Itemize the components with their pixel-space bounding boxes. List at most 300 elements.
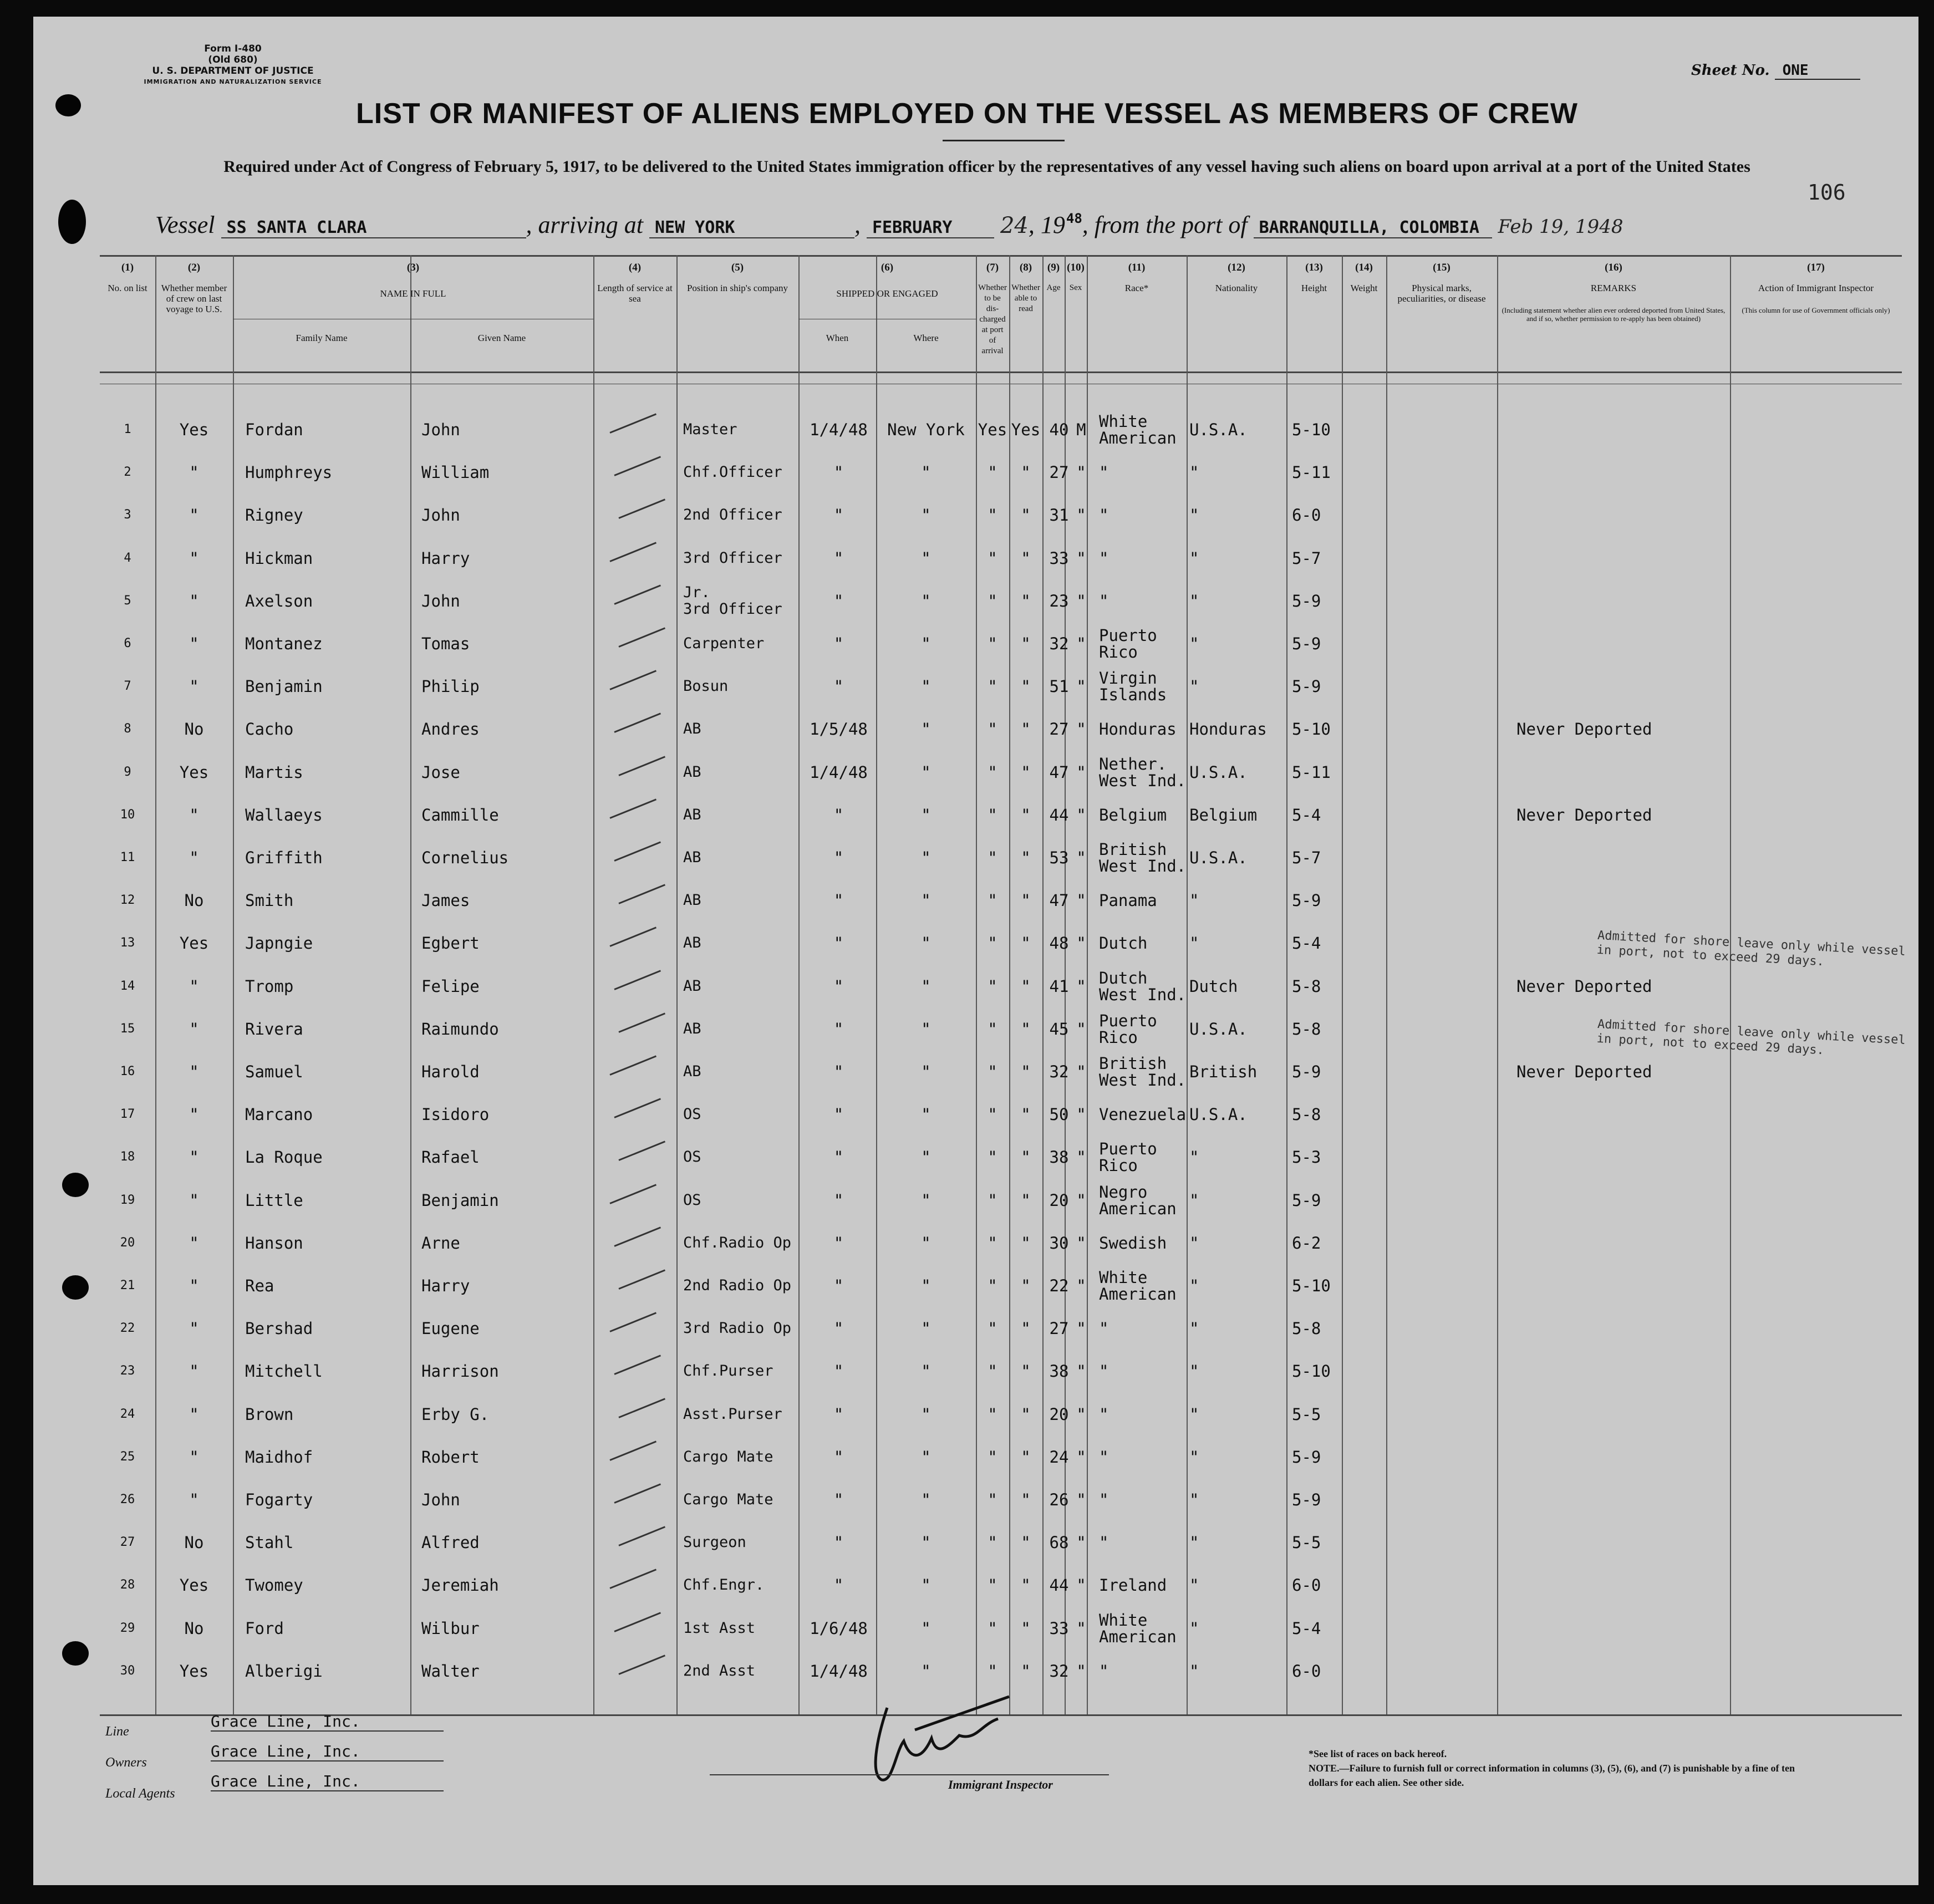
cell-where: "	[921, 591, 931, 610]
header-discharged-number: (7)	[986, 262, 999, 273]
cell-sex: "	[1076, 1148, 1086, 1167]
cell-height: 5-8	[1292, 976, 1321, 996]
cell-dis: "	[988, 1148, 997, 1167]
cell-given: Jeremiah	[421, 1576, 499, 1595]
cell-read: Yes	[1011, 420, 1041, 439]
cell-when: "	[833, 506, 844, 525]
cell-given: John	[421, 591, 460, 610]
cell-height: 5-7	[1292, 848, 1321, 867]
cell-position: AB	[683, 849, 701, 866]
cell-where: "	[921, 1190, 931, 1210]
length-checkmark	[609, 1184, 656, 1204]
cell-member: "	[189, 463, 199, 482]
cell-given: John	[421, 420, 460, 439]
vessel-line: Vessel SS SANTA CLARA , arriving at NEW YORK , FEBRUARY 24, 1948, from the port of BARRANQUILLA, COLOMBIA Feb 19, 1948	[155, 211, 1623, 238]
header-height: Height	[1301, 283, 1327, 293]
cell-nat: "	[1189, 591, 1199, 610]
cell-sex: "	[1076, 934, 1086, 953]
cell-where: "	[921, 720, 931, 739]
cell-read: "	[1021, 1618, 1031, 1638]
header-length: Length of service at sea	[597, 283, 673, 304]
cell-family: Rivera	[245, 1019, 303, 1038]
cell-dis: "	[988, 1190, 997, 1210]
cell-nat: "	[1189, 548, 1199, 568]
length-checkmark	[609, 413, 656, 433]
cell-family: Tromp	[245, 976, 294, 996]
cell-dis: "	[988, 591, 997, 610]
cell-age: 31	[1049, 506, 1069, 525]
cell-dis: "	[988, 891, 997, 910]
cell-no: 8	[124, 722, 131, 736]
cell-dis: "	[988, 1533, 997, 1552]
cell-given: Tomas	[421, 634, 470, 653]
cell-nat: "	[1189, 1533, 1199, 1552]
cell-nat: "	[1189, 1362, 1199, 1381]
cell-when: "	[833, 463, 844, 482]
cell-when: "	[833, 548, 844, 568]
column-divider	[676, 255, 678, 1714]
races-note: *See list of races on back hereof.	[1309, 1748, 1447, 1759]
cell-no: 23	[120, 1364, 135, 1378]
cell-nat: British	[1189, 1062, 1258, 1081]
cell-height: 5-10	[1292, 1362, 1331, 1381]
cell-read: "	[1021, 1490, 1031, 1509]
cell-when: "	[833, 891, 844, 910]
cell-race: Dutch West Ind.	[1099, 968, 1187, 1004]
cell-family: Alberigi	[245, 1661, 323, 1681]
column-divider	[1286, 255, 1287, 1714]
cell-height: 5-4	[1292, 805, 1321, 824]
cell-given: Alfred	[421, 1533, 480, 1552]
cell-sex: "	[1076, 1661, 1086, 1681]
cell-given: John	[421, 506, 460, 525]
length-checkmark	[614, 970, 661, 990]
cell-height: 5-9	[1292, 1062, 1321, 1081]
cell-position: Master	[683, 421, 737, 438]
cell-sex: "	[1076, 1404, 1086, 1424]
length-checkmark	[614, 1098, 661, 1118]
cell-no: 2	[124, 465, 131, 480]
form-number: Form I-480	[204, 43, 262, 54]
cell-no: 4	[124, 551, 131, 565]
length-checkmark	[609, 798, 656, 818]
cell-read: "	[1021, 1062, 1031, 1081]
cell-height: 5-7	[1292, 548, 1321, 568]
cell-dis: "	[988, 463, 997, 482]
cell-age: 32	[1049, 634, 1069, 653]
cell-no: 14	[120, 979, 135, 993]
cell-family: Stahl	[245, 1533, 294, 1552]
cell-sex: "	[1076, 1533, 1086, 1552]
cell-age: 68	[1049, 1533, 1069, 1552]
cell-given: Harrison	[421, 1362, 499, 1381]
agents-label: Local Agents	[105, 1786, 175, 1801]
admitted-stamp-1: Admitted for shore leave only while vessel in port, not to exceed 29 days.	[1596, 928, 1906, 969]
cell-where: "	[921, 1447, 931, 1467]
cell-where: "	[921, 1618, 931, 1638]
cell-member: Yes	[179, 762, 209, 782]
cell-age: 33	[1049, 548, 1069, 568]
cell-read: "	[1021, 1447, 1031, 1467]
length-checkmark	[614, 584, 661, 604]
cell-race: Ireland	[1099, 1576, 1167, 1595]
cell-sex: "	[1076, 506, 1086, 525]
cell-member: "	[189, 1276, 199, 1295]
cell-no: 28	[120, 1578, 135, 1592]
column-divider	[798, 255, 800, 1714]
cell-when: "	[833, 976, 844, 996]
cell-nat: "	[1189, 1319, 1199, 1338]
cell-sex: "	[1076, 1019, 1086, 1038]
cell-dis: "	[988, 805, 997, 824]
cell-age: 41	[1049, 976, 1069, 996]
cell-race: "	[1099, 548, 1109, 568]
length-checkmark	[618, 756, 665, 776]
cell-member: Yes	[179, 420, 209, 439]
cell-height: 5-4	[1292, 1618, 1321, 1638]
header-shipped: SHIPPED OR ENGAGED	[836, 288, 938, 299]
cell-position: 2nd Radio Op	[683, 1277, 792, 1294]
cell-race: White American	[1099, 1268, 1177, 1304]
cell-dis: "	[988, 1490, 997, 1509]
cell-read: "	[1021, 677, 1031, 696]
cell-age: 51	[1049, 677, 1069, 696]
cell-member: "	[189, 848, 199, 867]
cell-dis: "	[988, 720, 997, 739]
cell-member: No	[184, 720, 204, 739]
cell-height: 5-9	[1292, 1447, 1321, 1467]
cell-where: "	[921, 805, 931, 824]
cell-position: AB	[683, 892, 701, 909]
cell-nat: "	[1189, 1233, 1199, 1253]
cell-where: "	[921, 1276, 931, 1295]
cell-member: "	[189, 1362, 199, 1381]
cell-position: 2nd Officer	[683, 506, 782, 524]
cell-read: "	[1021, 1404, 1031, 1424]
cell-position: AB	[683, 1063, 701, 1080]
table-rule	[100, 371, 1902, 373]
length-checkmark	[614, 1355, 661, 1375]
cell-height: 5-3	[1292, 1148, 1321, 1167]
cell-when: "	[833, 1276, 844, 1295]
cell-no: 3	[124, 508, 131, 522]
cell-nat: "	[1189, 1276, 1199, 1295]
cell-member: "	[189, 1062, 199, 1081]
cell-age: 32	[1049, 1062, 1069, 1081]
cell-member: Yes	[179, 1576, 209, 1595]
header-read-number: (8)	[1019, 262, 1032, 273]
line-label: Line	[105, 1724, 129, 1739]
column-divider	[410, 255, 411, 1714]
cell-family: Griffith	[245, 848, 323, 867]
cell-when: "	[833, 677, 844, 696]
cell-read: "	[1021, 463, 1031, 482]
arrival-day: 24	[1000, 213, 1029, 238]
cell-race: "	[1099, 1661, 1109, 1681]
cell-race: Panama	[1099, 891, 1157, 910]
header-remarks-note: (Including statement whether alien ever ordered deported from United States, and if so, whether permission to re-apply has been obtained)	[1502, 306, 1726, 323]
cell-where: "	[921, 1019, 931, 1038]
cell-given: Benjamin	[421, 1190, 499, 1210]
cell-when: "	[833, 848, 844, 867]
cell-read: "	[1021, 1661, 1031, 1681]
cell-remarks: Never Deported	[1516, 976, 1652, 996]
cell-given: William	[421, 463, 490, 482]
cell-sex: "	[1076, 848, 1086, 867]
cell-nat: "	[1189, 463, 1199, 482]
inspector-label: Immigrant Inspector	[948, 1778, 1053, 1791]
year-suffix: 48	[1066, 211, 1082, 226]
cell-race: "	[1099, 1404, 1109, 1424]
cell-when: 1/5/48	[810, 720, 868, 739]
cell-read: "	[1021, 548, 1031, 568]
header-read: Whether able to read	[1011, 283, 1040, 313]
cell-no: 21	[120, 1279, 135, 1292]
cell-no: 1	[124, 422, 131, 436]
cell-race: Dutch	[1099, 934, 1148, 953]
cell-family: Wallaeys	[245, 805, 323, 824]
cell-nat: "	[1189, 1490, 1199, 1509]
cell-race: Negro American	[1099, 1182, 1177, 1218]
cell-age: 23	[1049, 591, 1069, 610]
cell-family: Smith	[245, 891, 294, 910]
cell-no: 24	[120, 1407, 135, 1421]
cell-when: 1/4/48	[810, 762, 868, 782]
cell-read: "	[1021, 976, 1031, 996]
cell-remarks: Never Deported	[1516, 1062, 1652, 1081]
cell-read: "	[1021, 1233, 1031, 1253]
header-weight: Weight	[1350, 283, 1378, 293]
cell-nat: "	[1189, 677, 1199, 696]
column-divider	[1497, 255, 1498, 1714]
cell-member: "	[189, 805, 199, 824]
cell-sex: M	[1076, 420, 1086, 439]
cell-height: 5-10	[1292, 720, 1331, 739]
cell-given: Wilbur	[421, 1618, 480, 1638]
cell-sex: "	[1076, 805, 1086, 824]
cell-age: 33	[1049, 1618, 1069, 1638]
cell-read: "	[1021, 934, 1031, 953]
cell-dis: "	[988, 1618, 997, 1638]
cell-nat: "	[1189, 1148, 1199, 1167]
cell-no: 13	[120, 936, 135, 950]
cell-where: "	[921, 848, 931, 867]
cell-age: 24	[1049, 1447, 1069, 1467]
departure-port: BARRANQUILLA, COLOMBIA	[1254, 218, 1492, 238]
cell-when: "	[833, 1362, 844, 1381]
cell-member: "	[189, 591, 199, 610]
cell-family: Maidhof	[245, 1447, 313, 1467]
cell-sex: "	[1076, 1105, 1086, 1124]
cell-age: 40	[1049, 420, 1069, 439]
line-value: Grace Line, Inc.	[211, 1712, 444, 1732]
cell-member: "	[189, 1105, 199, 1124]
length-checkmark	[618, 1269, 665, 1289]
cell-height: 6-0	[1292, 1661, 1321, 1681]
cell-dis: "	[988, 1362, 997, 1381]
cell-where: "	[921, 1404, 931, 1424]
form-identifier	[100, 43, 366, 88]
cell-when: 1/4/48	[810, 1661, 868, 1681]
cell-race: Nether. West Ind.	[1099, 754, 1187, 790]
cell-position: 1st Asst	[683, 1619, 756, 1637]
header-no: No. on list	[108, 283, 147, 293]
cell-dis: "	[988, 1576, 997, 1595]
cell-position: OS	[683, 1106, 701, 1123]
cell-race: "	[1099, 1319, 1109, 1338]
length-checkmark	[609, 670, 656, 690]
length-checkmark	[618, 627, 665, 647]
cell-no: 11	[120, 851, 135, 864]
cell-where: "	[921, 1319, 931, 1338]
cell-when: "	[833, 1404, 844, 1424]
cell-race: Swedish	[1099, 1233, 1167, 1253]
cell-no: 9	[124, 765, 131, 779]
penalty-note: NOTE.—Failure to furnish full or correct information in columns (3), (5), (6), and (7) is punishable by a fine of ten dollars for each alien. See other side.	[1309, 1763, 1795, 1788]
cell-height: 5-9	[1292, 1490, 1321, 1509]
cell-no: 22	[120, 1321, 135, 1336]
cell-position: OS	[683, 1148, 701, 1166]
cell-height: 5-9	[1292, 891, 1321, 910]
cell-no: 19	[120, 1193, 135, 1207]
sheet-value: ONE	[1775, 62, 1860, 80]
cell-family: Japngie	[245, 934, 313, 953]
header-weight-number: (14)	[1355, 262, 1373, 273]
cell-member: "	[189, 548, 199, 568]
cell-nat: "	[1189, 891, 1199, 910]
cell-age: 20	[1049, 1404, 1069, 1424]
header-marks-number: (15)	[1433, 262, 1450, 273]
length-checkmark	[618, 884, 665, 904]
cell-position: Jr. 3rd Officer	[683, 583, 782, 618]
cell-family: Cacho	[245, 720, 294, 739]
cell-given: Arne	[421, 1233, 460, 1253]
cell-family: Martis	[245, 762, 303, 782]
cell-height: 5-9	[1292, 1190, 1321, 1210]
cell-where: "	[921, 1661, 931, 1681]
length-checkmark	[618, 1654, 665, 1674]
cell-given: Isidoro	[421, 1105, 490, 1124]
cell-age: 26	[1049, 1490, 1069, 1509]
agents-value: Grace Line, Inc.	[211, 1772, 444, 1791]
cell-given: Egbert	[421, 934, 480, 953]
cell-where: "	[921, 976, 931, 996]
cell-height: 5-8	[1292, 1019, 1321, 1038]
cell-age: 27	[1049, 720, 1069, 739]
cell-where: "	[921, 762, 931, 782]
cell-no: 18	[120, 1150, 135, 1164]
cell-height: 6-0	[1292, 506, 1321, 525]
cell-family: Rea	[245, 1276, 274, 1295]
cell-where: "	[921, 1362, 931, 1381]
manifest-page	[33, 17, 1918, 1885]
header-action-note: (This column for use of Government officials only)	[1742, 306, 1890, 314]
header-nationality: Nationality	[1215, 283, 1258, 293]
cell-age: 20	[1049, 1190, 1069, 1210]
length-checkmark	[618, 1141, 665, 1161]
cell-family: Bershad	[245, 1319, 313, 1338]
cell-given: Raimundo	[421, 1019, 499, 1038]
cell-dis: "	[988, 1276, 997, 1295]
cell-age: 38	[1049, 1362, 1069, 1381]
cell-sex: "	[1076, 1362, 1086, 1381]
header-race-number: (11)	[1128, 262, 1146, 273]
cell-age: 27	[1049, 1319, 1069, 1338]
cell-when: "	[833, 1019, 844, 1038]
length-checkmark	[618, 1398, 665, 1418]
cell-sex: "	[1076, 548, 1086, 568]
cell-remarks: Never Deported	[1516, 720, 1652, 739]
cell-sex: "	[1076, 720, 1086, 739]
cell-dis: "	[988, 634, 997, 653]
cell-sex: "	[1076, 891, 1086, 910]
header-name: NAME IN FULL	[380, 288, 446, 299]
header-given: Given Name	[477, 333, 526, 343]
cell-member: "	[189, 1319, 199, 1338]
header-nationality-number: (12)	[1228, 262, 1245, 273]
cell-race: Virgin Islands	[1099, 669, 1167, 705]
cell-member: No	[184, 891, 204, 910]
cell-when: "	[833, 1447, 844, 1467]
cell-sex: "	[1076, 591, 1086, 610]
signature-line	[710, 1774, 1109, 1775]
length-checkmark	[618, 1012, 665, 1032]
cell-when: "	[833, 1062, 844, 1081]
cell-read: "	[1021, 1148, 1031, 1167]
service-name: IMMIGRATION AND NATURALIZATION SERVICE	[144, 78, 322, 85]
cell-family: Marcano	[245, 1105, 313, 1124]
cell-position: AB	[683, 763, 701, 781]
cell-dis: "	[988, 1233, 997, 1253]
cell-position: 3rd Radio Op	[683, 1320, 792, 1337]
cell-dis: "	[988, 848, 997, 867]
cell-nat: "	[1189, 634, 1199, 653]
cell-dis: "	[988, 677, 997, 696]
cell-where: "	[921, 1148, 931, 1167]
cell-no: 6	[124, 637, 131, 650]
cell-dis: "	[988, 1105, 997, 1124]
cell-height: 5-11	[1292, 463, 1331, 482]
cell-read: "	[1021, 1362, 1031, 1381]
binder-hole	[62, 1173, 89, 1197]
cell-sex: "	[1076, 762, 1086, 782]
cell-age: 44	[1049, 1576, 1069, 1595]
cell-position: OS	[683, 1191, 701, 1209]
length-checkmark	[614, 1483, 661, 1503]
cell-race: "	[1099, 1362, 1109, 1381]
cell-position: Carpenter	[683, 635, 765, 652]
cell-dis: "	[988, 762, 997, 782]
cell-position: AB	[683, 806, 701, 823]
cell-height: 5-9	[1292, 677, 1321, 696]
cell-family: Mitchell	[245, 1362, 323, 1381]
cell-where: "	[921, 1533, 931, 1552]
cell-height: 5-11	[1292, 762, 1331, 782]
header-length-number: (4)	[628, 262, 642, 273]
cell-family: Little	[245, 1190, 303, 1210]
cell-no: 10	[120, 807, 135, 822]
cell-family: Brown	[245, 1404, 294, 1424]
cell-no: 12	[120, 893, 135, 908]
cell-no: 15	[120, 1021, 135, 1036]
owners-label: Owners	[105, 1755, 147, 1770]
cell-family: Fordan	[245, 420, 303, 439]
cell-nat: "	[1189, 1404, 1199, 1424]
cell-family: Hickman	[245, 548, 313, 568]
cell-member: "	[189, 1447, 199, 1467]
cell-nat: U.S.A.	[1189, 420, 1248, 439]
cell-sex: "	[1076, 1576, 1086, 1595]
